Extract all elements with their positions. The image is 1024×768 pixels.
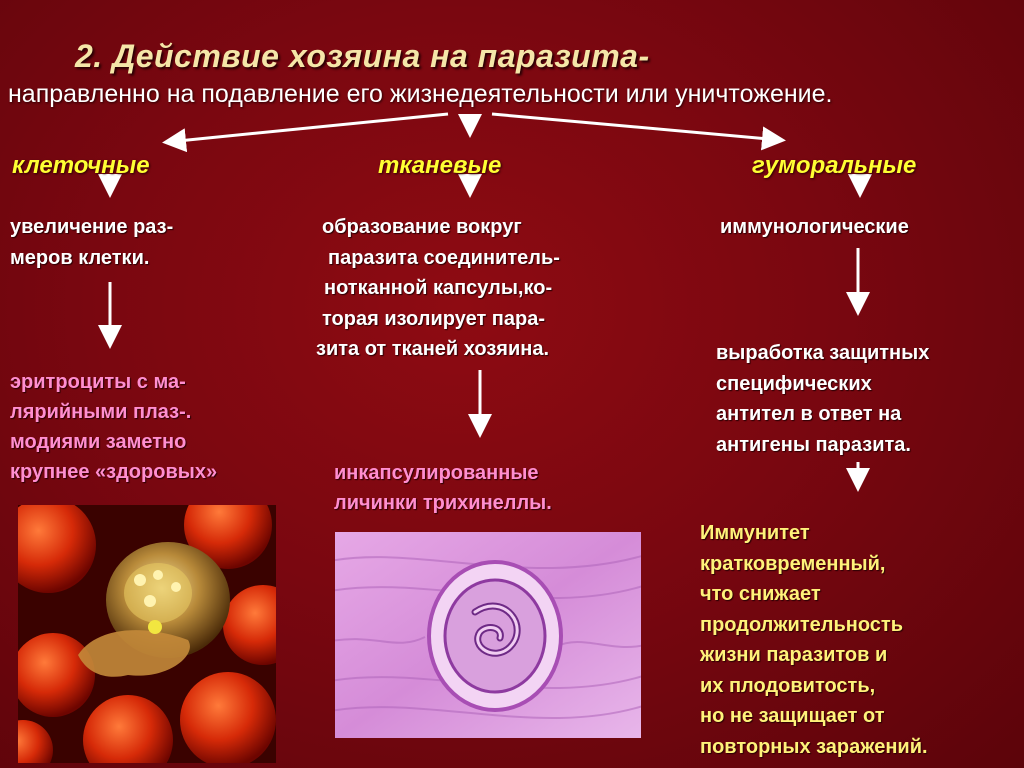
immunity-line: продолжительность (700, 613, 904, 636)
category-tissue: тканевые (378, 152, 502, 179)
tissue-example-line: личинки трихинеллы. (334, 492, 552, 514)
immunity-line: кратковременный, (700, 552, 886, 575)
immunity-line: что снижает (700, 583, 821, 605)
humoral-result-line: специфических (716, 372, 872, 395)
cellular-desc-line: меров клетки. (10, 246, 150, 269)
tissue-desc-line: торая изолирует пара- (322, 307, 545, 330)
cellular-example-line: модиями заметно (10, 431, 187, 453)
arrow-to-cellular (168, 114, 448, 142)
immunity-line: Иммунитет (700, 522, 810, 544)
slide-title: 2. Действие хозяина на паразита- (75, 38, 650, 74)
category-cellular: клеточные (12, 152, 150, 179)
cellular-example (10, 367, 217, 487)
immunity-line: их плодовитость, (700, 674, 876, 697)
tissue-desc-line: нотканной капсулы,ко- (324, 277, 553, 299)
tissue-description (316, 212, 560, 365)
cellular-example-line: лярийными плаз-. (10, 401, 192, 423)
humoral-result-line: антител в ответ на (716, 403, 902, 425)
tissue-example-line: инкапсулированные (334, 462, 539, 484)
category-humoral: гуморальные (752, 152, 917, 179)
cellular-example-line: крупнее «здоровых» (10, 461, 218, 483)
humoral-immunity (700, 518, 928, 762)
immunity-line: но не защищает от (700, 705, 885, 727)
humoral-result-line: выработка защитных (716, 342, 930, 364)
tissue-desc-line: паразита соединитель- (328, 246, 560, 269)
tissue-example (334, 458, 552, 518)
trichinella-capsule-micrograph (335, 532, 641, 738)
humoral-result-line: антигены паразита. (716, 433, 911, 456)
cellular-desc-line: увеличение раз- (10, 216, 174, 238)
immunity-line: повторных заражений. (700, 735, 928, 758)
immunity-line: жизни паразитов и (700, 644, 888, 666)
arrow-to-humoral (492, 114, 780, 140)
tissue-desc-line: образование вокруг (322, 216, 522, 238)
cellular-example-line: эритроциты с ма- (10, 371, 186, 393)
humoral-description: иммунологические (720, 216, 909, 238)
red-blood-cells-photo (18, 505, 276, 763)
cellular-description (10, 212, 173, 273)
tissue-desc-line: зита от тканей хозяина. (316, 338, 550, 360)
humoral-result (716, 338, 929, 460)
slide-subtitle: направленно на подавление его жизнедеятельности или уничтожение. (8, 80, 833, 108)
